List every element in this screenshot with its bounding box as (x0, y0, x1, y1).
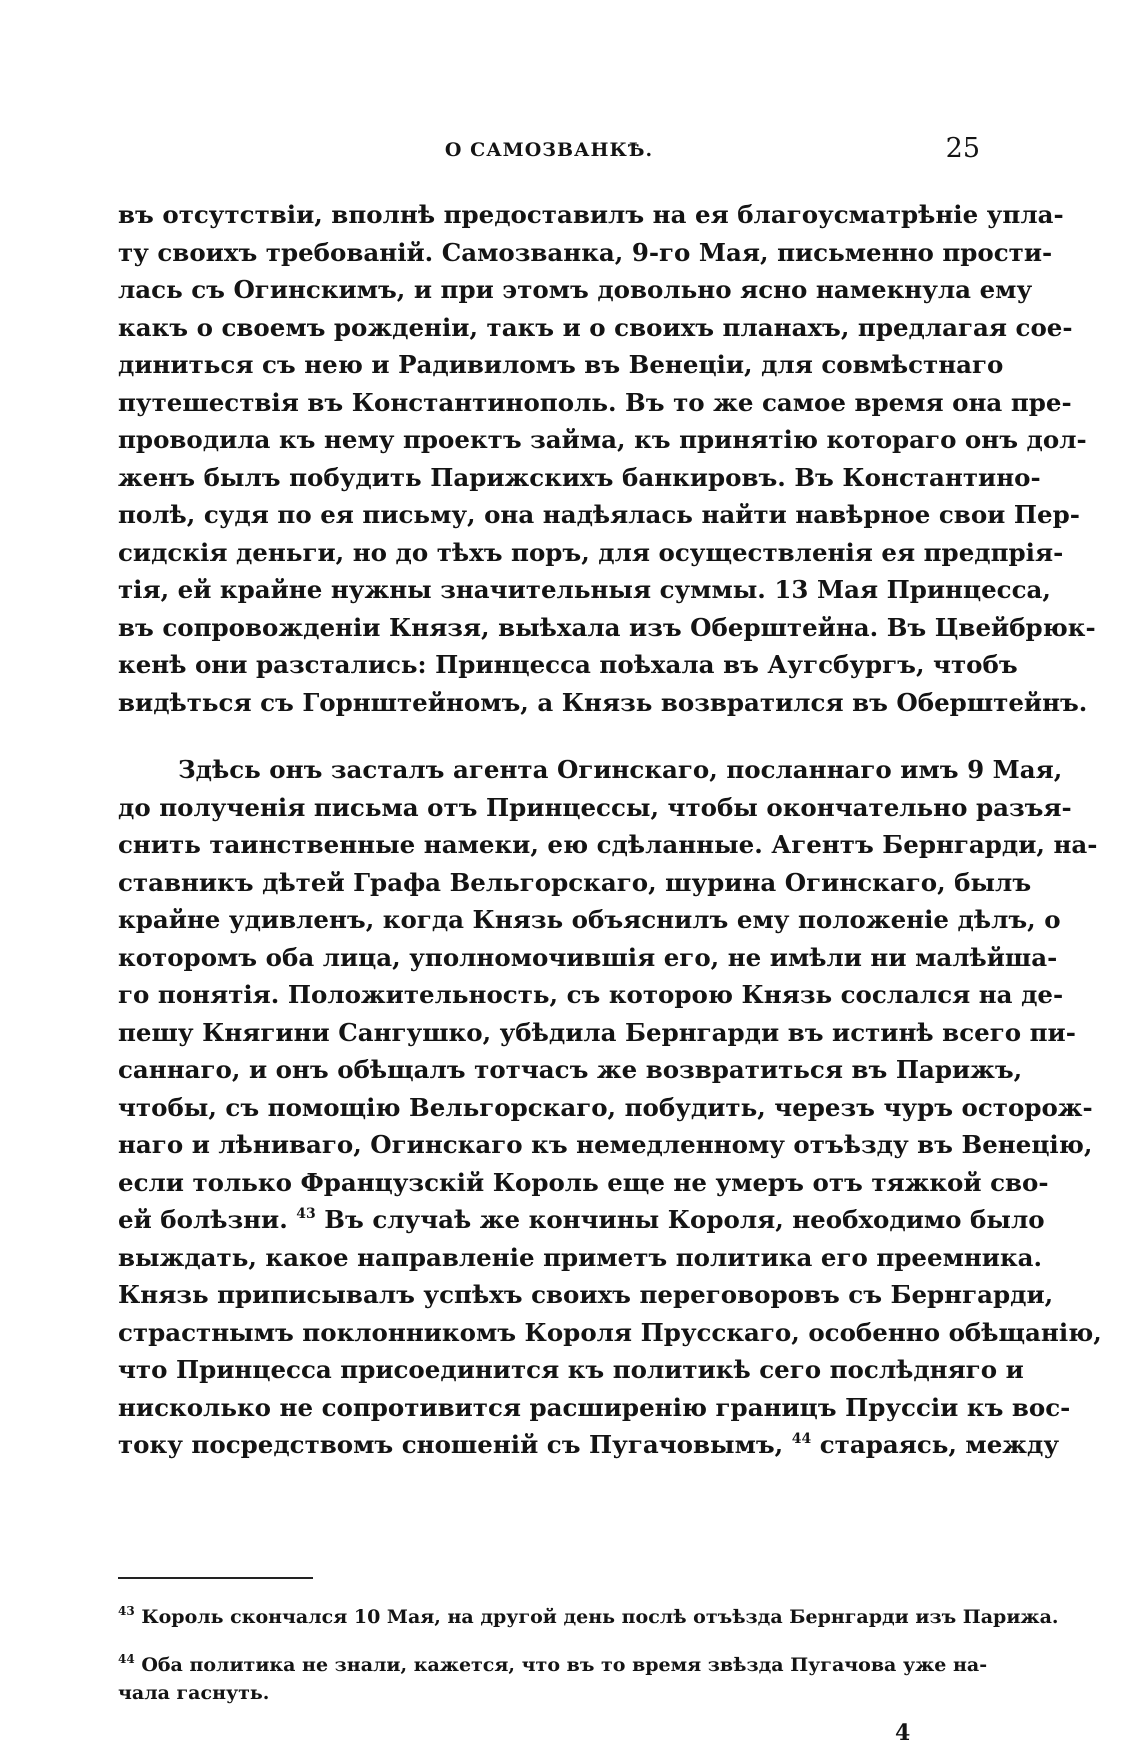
text-line: что Принцесса присоединится къ политикѣ сего послѣдняго и (118, 1355, 1024, 1384)
text-line: женъ былъ побудить Парижскихъ банкировъ. Въ Константино- (118, 462, 1041, 492)
text-line: лась съ Огинскимъ, и при этомъ довольно ясно намекнула ему (118, 275, 1033, 304)
footnote-rule (118, 1577, 313, 1579)
paragraph-1 (118, 196, 1096, 721)
paragraph-2 (118, 751, 1102, 1464)
text-line: тія, ей крайне нужны значительныя суммы. 13 Мая Принцесса, (118, 575, 1051, 604)
text-line: путешествія въ Константинополь. Въ то же самое время она пре- (118, 387, 1072, 417)
text-line: до полученія письма отъ Принцессы, чтобы окончательно разъя- (118, 792, 1072, 822)
text-line: выждать, какое направленіе приметъ политика его преемника. (118, 1242, 1043, 1272)
text-line: какъ о своемъ рожденіи, такъ и о своихъ планахъ, предлагая сое- (118, 312, 1073, 342)
text-line: саннаго, и онъ обѣщалъ тотчасъ же возвратиться въ Парижъ, (118, 1055, 1023, 1084)
running-title: О САМОЗВАНКѢ. (444, 139, 654, 161)
text-line: ставникъ дѣтей Графа Вельгорскаго, шурина Огинскаго, былъ (118, 867, 1032, 897)
footnote-text: Король скончался 10 Мая, на другой день послѣ отъѣзда Бернгарди изъ Парижа. (141, 1606, 1059, 1628)
text-line: чтобы, съ помощію Вельгорскаго, побудить, черезъ чуръ осторож- (118, 1092, 1093, 1122)
text-line (118, 1201, 1045, 1239)
text-fragment: стараясь, между (819, 1430, 1060, 1459)
text-line: наго и лѣниваго, Огинскаго къ немедленному отъѣзду въ Венецію, (118, 1130, 1093, 1159)
signature-mark: 4 (895, 1720, 911, 1746)
footnote-44 (118, 1651, 988, 1679)
text-line: Князь приписывалъ успѣхъ своихъ переговоровъ съ Бернгарди, (118, 1280, 1054, 1309)
text-line: въ отсутствіи, вполнѣ предоставилъ на ея благоусматрѣніе упла- (118, 200, 1064, 229)
text-line: если только Французскій Король еще не умеръ отъ тяжкой сво- (118, 1167, 1049, 1197)
text-line: проводила къ нему проектъ займа, къ принятію котораго онъ дол- (118, 425, 1087, 454)
text-line: ту своихъ требованій. Самозванка, 9-го Мая, письменно прости- (118, 237, 1053, 267)
text-line: которомъ оба лица, уполномочившія его, не имѣли ни малѣйша- (118, 942, 1058, 972)
footnote-mark: 44 (118, 1652, 135, 1666)
text-line (118, 1426, 1060, 1464)
text-line: страстнымъ поклонникомъ Короля Прусскаго, особенно обѣщанію, (118, 1317, 1102, 1347)
paragraph-gap (118, 721, 980, 751)
footnotes (118, 1603, 1059, 1707)
footnote-gap (118, 1631, 980, 1651)
text-line: диниться съ нею и Радивиломъ въ Венеціи, для совмѣстнаго (118, 350, 1004, 379)
text-fragment: току посредствомъ сношеній съ Пугачовымъ, (118, 1430, 784, 1459)
text-line: снить таинственные намеки, ею сдѣланные. Агентъ Бернгарди, на- (118, 830, 1098, 859)
text-line: сидскія деньги, но до тѣхъ поръ, для осуществленія ея предпрія- (118, 537, 1064, 567)
footnote-ref-44: 44 (791, 1431, 812, 1447)
text-line: го понятія. Положительность, съ которою Князь сослался на де- (118, 980, 1064, 1009)
footnote-text: Оба политика не знали, кажется, что въ то время звѣзда Пугачова уже на- (141, 1654, 988, 1676)
page-number: 25 (945, 133, 980, 164)
text-line: въ сопровожденіи Князя, выѣхала изъ Оберштейна. Въ Цвейбрюк- (118, 612, 1096, 642)
running-head (118, 133, 980, 173)
text-line: пешу Княгини Сангушко, убѣдила Бернгарди въ истинѣ всего пи- (118, 1017, 1076, 1047)
text-line: кенѣ они разстались: Принцесса поѣхала въ Аугсбургъ, чтобъ (118, 650, 1018, 679)
text-line: видѣться съ Горнштейномъ, а Князь возвратился въ Оберштейнъ. (118, 687, 1088, 717)
body-text (118, 196, 1102, 1464)
text-line: Здѣсь онъ засталъ агента Огинскаго, посланнаго имъ 9 Мая, (178, 755, 1063, 784)
text-fragment: Въ случаѣ же кончины Короля, необходимо было (324, 1205, 1045, 1234)
footnote-ref-43: 43 (296, 1206, 316, 1222)
text-line: нисколько не сопротивится расширенію границъ Пруссіи къ вос- (118, 1392, 1071, 1422)
footnote-mark: 43 (118, 1604, 135, 1618)
footnote-44-cont: чала гаснуть. (118, 1682, 270, 1704)
footnote-43 (118, 1603, 1059, 1631)
text-line: полѣ, судя по ея письму, она надѣялась найти навѣрное свои Пер- (118, 500, 1080, 529)
text-line: крайне удивленъ, когда Князь объяснилъ ему положеніе дѣлъ, о (118, 905, 1061, 934)
text-fragment: ей болѣзни. (118, 1205, 288, 1234)
